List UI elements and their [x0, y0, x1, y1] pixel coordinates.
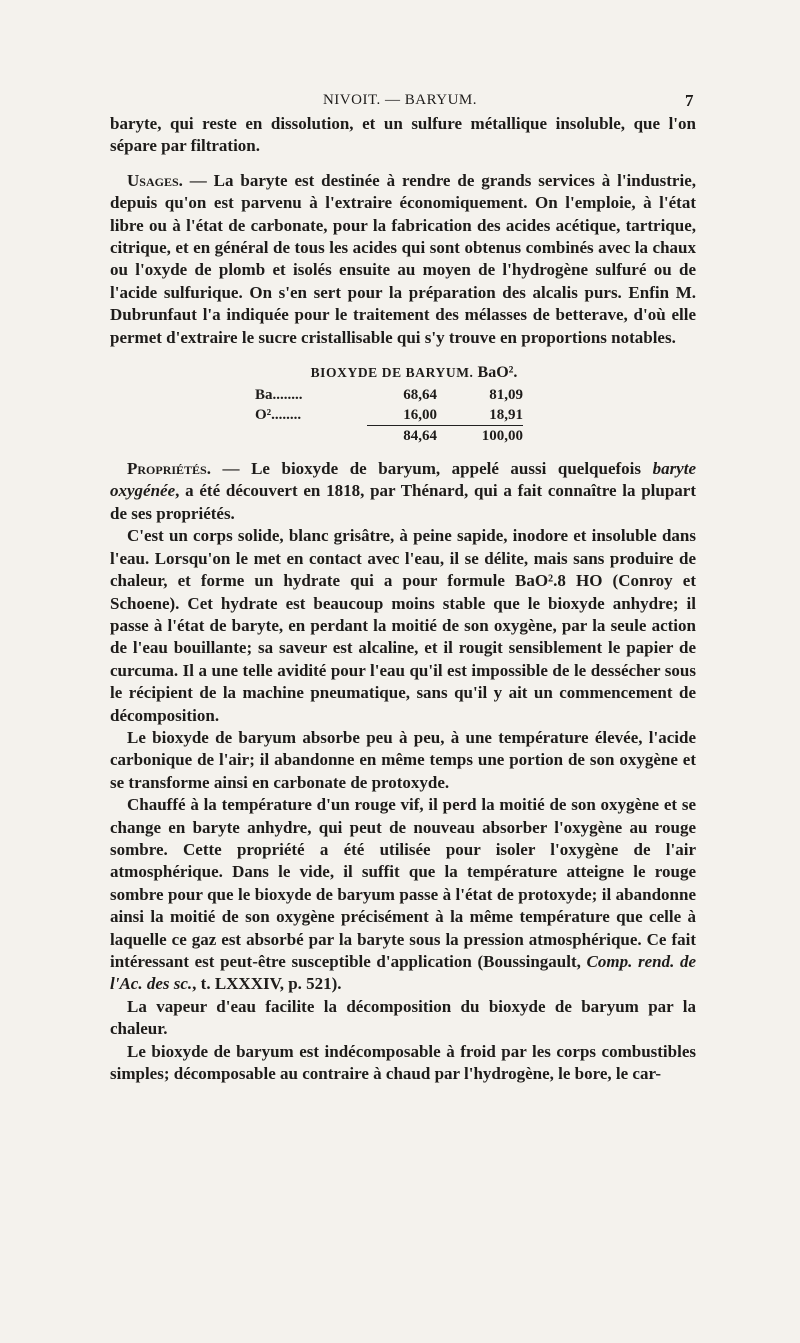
percent-cell: 18,91 [489, 407, 523, 424]
element-cell: O²........ [255, 407, 302, 424]
value-cell: 16,00 [403, 407, 437, 424]
body-text [110, 113, 696, 1085]
paragraph-usages [110, 170, 696, 349]
running-head-title: NIVOIT. — BARYUM. [322, 92, 478, 108]
paragraph-chauffe [110, 794, 696, 996]
value-cell: 68,64 [403, 387, 437, 404]
value-cell: 84,64 [367, 426, 437, 447]
chauffe-citation: Comp. rend. de l'Ac. des sc. [110, 952, 696, 994]
table-title-formula: BaO². [477, 364, 518, 382]
paragraph-continued: baryte, qui reste en dissolution, et un sulfure métallique insoluble, que l'on sépare par filtration. [110, 114, 696, 156]
table-title [132, 363, 696, 383]
percent-cell: 81,09 [489, 387, 523, 404]
chauffe-text-a: Chauffé à la température d'un rouge vif, il perd la moitié de son oxygène et se change en baryte anhydre, qui peut de nouveau absorber l'oxygène au rouge sombre. Cette propriété a été utilisée pour isoler l'oxygène de l'air atmosphérique. Dans le vide, il suffit que la température atteigne le rouge sombre pour que le bioxyde de baryum passe à l'état de protoxyde; il abandonne ainsi la moitié de son oxygène précisément à la même température que celle à laquelle ce gaz est absorbé par la baryte sous la pression atmosphérique. Ce fait intéressant est peut-être susceptible d'application (Boussingault, [110, 795, 696, 971]
paragraph-combustibles: Le bioxyde de baryum est indécomposable à froid par les corps combustibles simples; décomposable au contraire à chaud par l'hydrogène, le bore, le car- [110, 1041, 696, 1084]
section-heading-usages: Usages. [127, 170, 183, 190]
paragraph-vapeur: La vapeur d'eau facilite la décomposition du bioxyde de baryum par la chaleur. [110, 996, 696, 1039]
section-heading-proprietes: Propriétés. [127, 459, 211, 479]
table-row-total [255, 426, 523, 447]
proprietes-text-a: — Le bioxyde de baryum, appelé aussi quelquefois [211, 459, 653, 479]
composition-table-block [110, 363, 696, 446]
page-number: 7 [685, 91, 694, 110]
usages-text: — La baryte est destinée à rendre de grands services à l'industrie, depuis qu'on est parvenu à l'extraire économiquement. On l'emploie, à l'état libre ou à l'état de carbonate, pour la fabrication des acides acétique, tartrique, citrique, et en général de tous les acides qui sont obtenus combinés avec la chaux ou l'oxyde de plomb et isolés ensuite au moyen de l'hydrogène sulfuré ou de l'acide sulfurique. On s'en sert pour la préparation des alcalis purs. Enfin M. Dubrunfaut l'a indiquée pour le traitement des mélasses de betterave, d'où elle permet d'extraire le sucre cristallisable qui s'y trouve en proportions notables. [110, 170, 696, 347]
proprietes-text-b: , a été découvert en 1818, par Thénard, qui a fait connaître la plupart de ses propriétés. [110, 481, 696, 523]
proprietes-italic: baryte oxygénée [110, 459, 696, 501]
paragraph-carbonique: Le bioxyde de baryum absorbe peu à peu, à une température élevée, l'acide carbonique de l'air; il abandonne en même temps une portion de son oxygène et se transforme ainsi en carbonate de protoxyde. [110, 727, 696, 792]
table-row [255, 385, 523, 405]
paragraph-description: C'est un corps solide, blanc grisâtre, à peine sapide, inodore et insoluble dans l'eau. Lorsqu'on le met en contact avec l'eau, il se délite, mais sans produire de chaleur, et forme un hydrate qui a pour formule BaO².8 HO (Conroy et Schoene). Cet hydrate est beaucoup moins stable que le bioxyde anhydre; il passe à l'état de baryte, en perdant la moitié de son oxygène, par la seule action de l'eau bouillante; sa saveur est alcaline, et il rougit sensiblement le papier de curcuma. Il a une telle avidité pour l'eau qu'il est impossible de le dessécher sous le récipient de la machine pneumatique, sans qu'il y ait un commencement de décomposition. [110, 526, 696, 725]
running-head [110, 91, 694, 112]
composition-table [255, 385, 523, 446]
chauffe-text-b: , t. LXXXIV, p. 521). [192, 974, 342, 994]
table-title-text: BIOXYDE DE BARYUM. [310, 365, 474, 381]
paragraph-proprietes [110, 458, 696, 525]
element-cell: Ba........ [255, 387, 303, 404]
element-cell [255, 426, 367, 447]
percent-cell: 100,00 [437, 426, 523, 447]
table-row [255, 405, 523, 426]
